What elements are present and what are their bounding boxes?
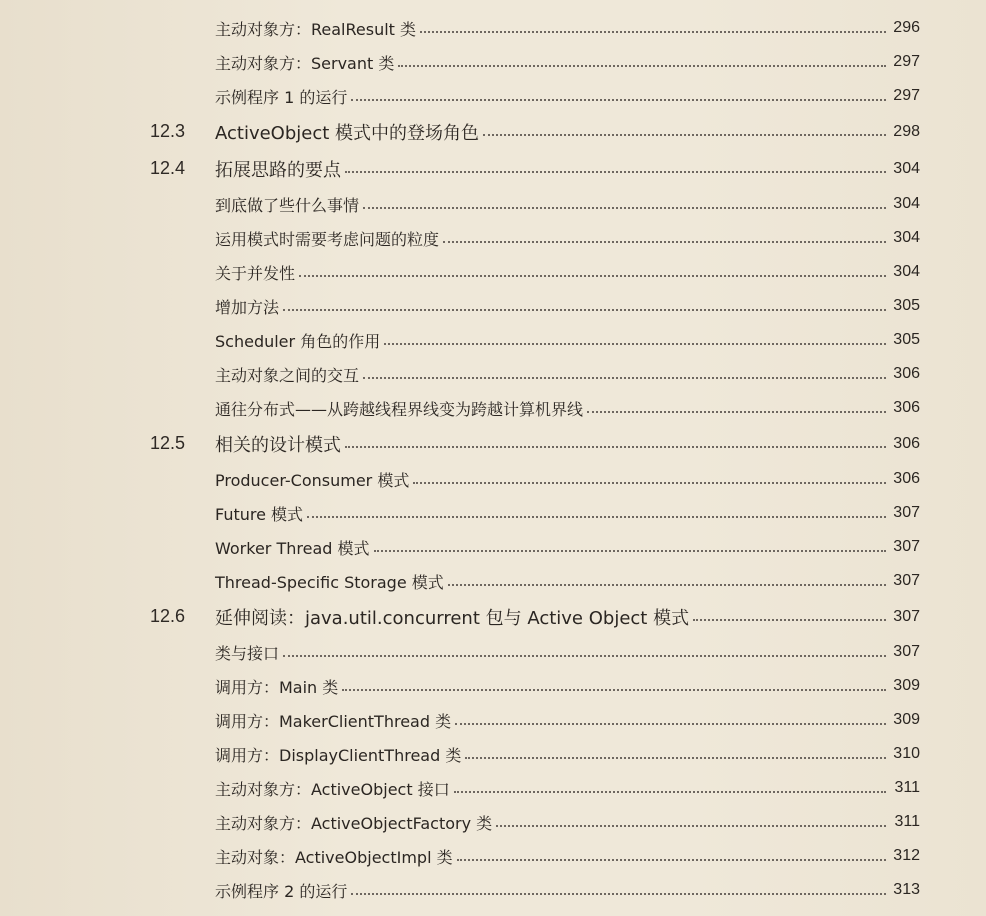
entry-title: 拓展思路的要点 (215, 159, 341, 181)
page-number: 307 (893, 572, 920, 589)
page-number: 309 (893, 711, 920, 728)
dot-leader (345, 170, 886, 173)
entry-title: 主动对象方：Servant 类 (215, 53, 395, 73)
dot-leader (342, 688, 886, 691)
entry-title: 调用方：MakerClientThread 类 (215, 711, 452, 731)
toc-line (215, 737, 920, 771)
entry-title: 主动对象：ActiveObjectImpl 类 (215, 847, 453, 867)
entry-title: 类与接口 (215, 643, 280, 663)
dot-leader (454, 790, 886, 793)
toc-line (215, 391, 920, 425)
entry-title: 调用方：Main 类 (215, 677, 339, 697)
page-number: 306 (893, 365, 920, 382)
section-number: 12.4 (150, 158, 186, 178)
entry-title: 主动对象方：RealResult 类 (215, 19, 417, 39)
page-number: 311 (894, 779, 920, 796)
toc-entry-row (0, 805, 986, 839)
dot-leader (413, 481, 886, 484)
page-number: 307 (893, 643, 920, 660)
entry-title: Future 模式 (215, 504, 304, 524)
toc-line (215, 703, 920, 737)
toc-entry-row (0, 11, 986, 45)
page-number: 310 (893, 745, 920, 762)
dot-leader (587, 410, 886, 413)
toc-line (215, 425, 920, 462)
entry-title: 增加方法 (215, 297, 280, 317)
toc-line (215, 150, 920, 187)
dot-leader (398, 64, 886, 67)
page-number: 306 (893, 434, 920, 452)
page-number: 311 (894, 813, 920, 830)
entry-title: Thread-Specific Storage 模式 (215, 572, 444, 592)
section-number: 12.5 (150, 433, 186, 453)
toc-entry-row (0, 462, 986, 496)
entry-title: 示例程序 1 的运行 (215, 87, 348, 107)
dot-leader (299, 274, 886, 277)
toc-line (215, 530, 920, 564)
toc-line (215, 255, 920, 289)
page-number: 305 (893, 331, 920, 348)
page-number: 307 (893, 538, 920, 555)
entry-title: 运用模式时需要考虑问题的粒度 (215, 229, 440, 249)
entry-title: Scheduler 角色的作用 (215, 331, 381, 351)
dot-leader (483, 133, 886, 136)
dot-leader (420, 30, 886, 33)
toc-entry-row (0, 79, 986, 113)
toc-entry-row (0, 289, 986, 323)
toc-line (215, 323, 920, 357)
toc-line (215, 462, 920, 496)
entry-title: 相关的设计模式 (215, 434, 341, 456)
toc-line (215, 221, 920, 255)
toc-line (215, 113, 920, 150)
dot-leader (363, 376, 886, 379)
page-number: 298 (893, 122, 920, 140)
entry-title: 主动对象方：ActiveObjectFactory 类 (215, 813, 493, 833)
toc-entry-row (0, 703, 986, 737)
page-number: 307 (893, 504, 920, 521)
dot-leader (363, 206, 886, 209)
toc-entry-row (0, 323, 986, 357)
dot-leader (496, 824, 886, 827)
toc-entry-row (0, 635, 986, 669)
section-number: 12.3 (150, 121, 186, 141)
dot-leader (384, 342, 886, 345)
page-number: 306 (893, 470, 920, 487)
toc-entry-row (0, 669, 986, 703)
page-number: 304 (893, 263, 920, 280)
page-number: 309 (893, 677, 920, 694)
entry-title: 主动对象方：ActiveObject 接口 (215, 779, 450, 799)
dot-leader (351, 98, 886, 101)
toc-line (215, 873, 920, 907)
section-number: 12.6 (150, 606, 186, 626)
page-number: 304 (893, 195, 920, 212)
toc-section-row (0, 598, 986, 635)
toc-line (215, 289, 920, 323)
dot-leader (457, 858, 886, 861)
toc-line (215, 805, 920, 839)
page-number: 296 (893, 19, 920, 36)
table-of-contents (0, 11, 986, 907)
toc-entry-row (0, 737, 986, 771)
toc-section-row (0, 425, 986, 462)
toc-entry-row (0, 839, 986, 873)
page-number: 307 (893, 607, 920, 625)
toc-line (215, 669, 920, 703)
toc-entry-row (0, 873, 986, 907)
dot-leader (448, 583, 886, 586)
page-number: 306 (893, 399, 920, 416)
toc-line (215, 598, 920, 635)
toc-line (215, 771, 920, 805)
toc-entry-row (0, 496, 986, 530)
entry-title: Producer-Consumer 模式 (215, 470, 410, 490)
toc-line (215, 11, 920, 45)
toc-line (215, 45, 920, 79)
toc-line (215, 357, 920, 391)
entry-title: 调用方：DisplayClientThread 类 (215, 745, 462, 765)
page-number: 304 (893, 229, 920, 246)
dot-leader (455, 722, 886, 725)
toc-entry-row (0, 771, 986, 805)
toc-line (215, 187, 920, 221)
dot-leader (351, 892, 886, 895)
toc-line (215, 496, 920, 530)
toc-entry-row (0, 187, 986, 221)
page-number: 305 (893, 297, 920, 314)
entry-title: ActiveObject 模式中的登场角色 (215, 122, 480, 144)
entry-title: 关于并发性 (215, 263, 296, 283)
toc-section-row (0, 150, 986, 187)
dot-leader (345, 445, 886, 448)
toc-entry-row (0, 45, 986, 79)
dot-leader (283, 308, 886, 311)
page-number: 297 (893, 53, 920, 70)
toc-entry-row (0, 564, 986, 598)
page-number: 312 (893, 847, 920, 864)
toc-line (215, 79, 920, 113)
page-number: 297 (893, 87, 920, 104)
toc-entry-row (0, 391, 986, 425)
dot-leader (374, 549, 887, 552)
page-number: 313 (893, 881, 920, 898)
dot-leader (465, 756, 886, 759)
dot-leader (443, 240, 886, 243)
entry-title: 到底做了些什么事情 (215, 195, 360, 215)
dot-leader (693, 618, 886, 621)
entry-title: 示例程序 2 的运行 (215, 881, 348, 901)
toc-line (215, 839, 920, 873)
entry-title: 通往分布式——从跨越线程界线变为跨越计算机界线 (215, 399, 584, 419)
toc-entry-row (0, 255, 986, 289)
toc-line (215, 564, 920, 598)
toc-entry-row (0, 530, 986, 564)
toc-section-row (0, 113, 986, 150)
entry-title: Worker Thread 模式 (215, 538, 370, 558)
page-number: 304 (893, 159, 920, 177)
dot-leader (307, 515, 886, 518)
dot-leader (283, 654, 886, 657)
toc-entry-row (0, 221, 986, 255)
entry-title: 主动对象之间的交互 (215, 365, 360, 385)
entry-title: 延伸阅读：java.util.concurrent 包与 Active Object 模式 (215, 607, 690, 629)
toc-line (215, 635, 920, 669)
toc-entry-row (0, 357, 986, 391)
